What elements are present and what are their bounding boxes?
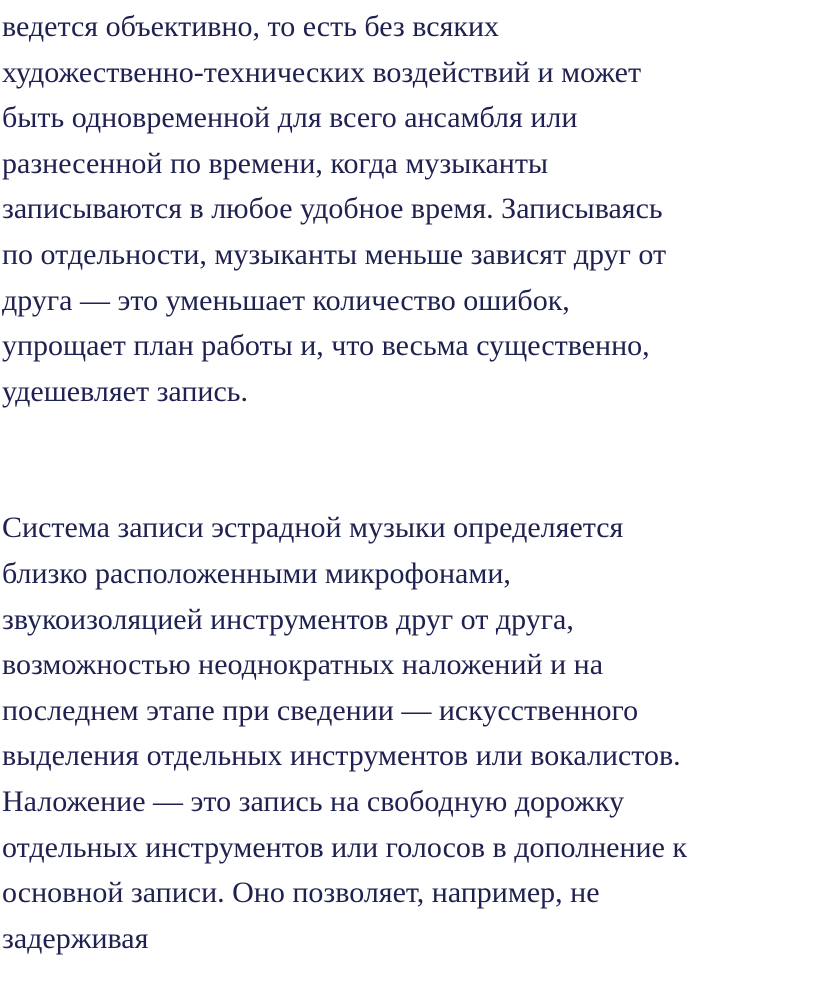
paragraph-1 (2, 4, 816, 414)
text-line: основной записи. Оно позволяет, например, не (2, 876, 600, 910)
text-line: быть одновременной для всего ансамбля или (2, 101, 578, 135)
text-line: упрощает план работы и, что весьма существенно, (2, 329, 650, 363)
text-line: выделения отдельных инструментов или вокалистов. (2, 739, 681, 773)
text-line: близко расположенными микрофонами, (2, 556, 511, 590)
text-line: звукоизоляцией инструментов друг от друга, (2, 602, 574, 636)
text-line: по отдельности, музыканты меньше зависят друг от (2, 237, 667, 271)
text-line: друга — это уменьшает количество ошибок, (2, 283, 570, 317)
text-line: возможностью неоднократных наложений и на (2, 648, 604, 682)
text-line: записываются в любое удобное время. Записываясь (2, 192, 663, 226)
text-line: ведется объективно, то есть без всяких (2, 10, 500, 43)
text-line: Наложение — это запись на свободную дорожку (2, 784, 625, 818)
text-line: Система записи эстрадной музыки определяется (2, 511, 624, 545)
text-line: задерживая (2, 921, 149, 955)
text-line: последнем этапе при сведении — искусственного (2, 693, 639, 727)
text-line: отдельных инструментов или голосов в дополнение к (2, 830, 687, 864)
text-line: художественно-технических воздействий и может (2, 55, 642, 89)
paragraph-2 (2, 505, 816, 961)
text-line: удешевляет запись. (2, 374, 248, 408)
text-line: разнесенной по времени, когда музыканты (2, 146, 549, 180)
paragraph-spacer (2, 414, 816, 505)
